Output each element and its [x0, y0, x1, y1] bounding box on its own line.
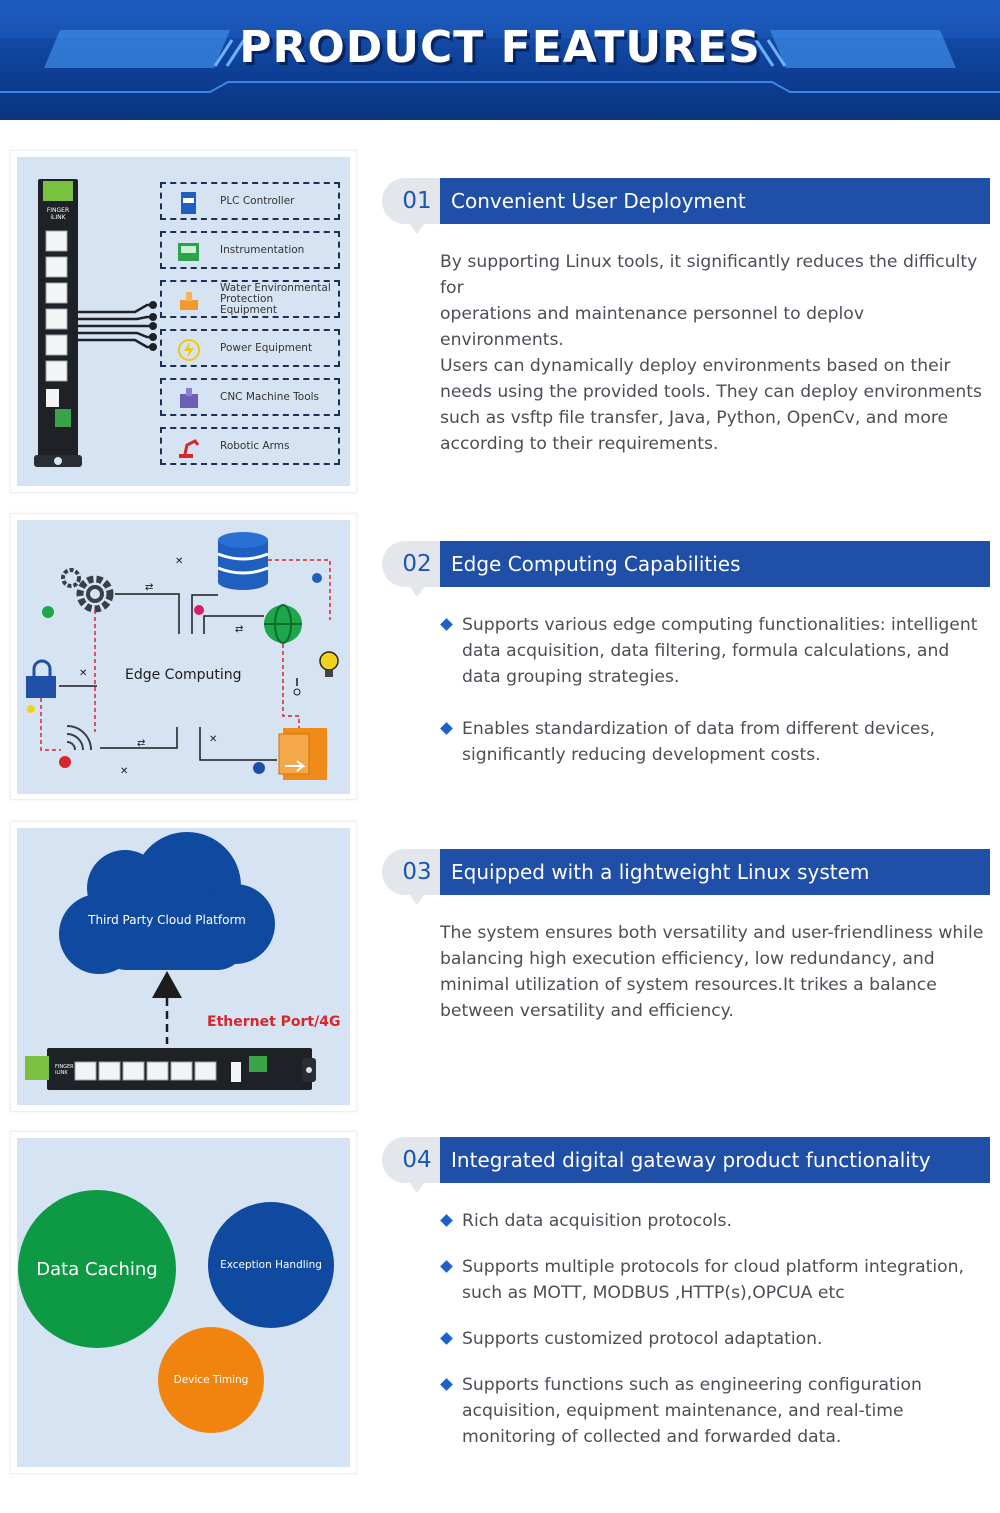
page-title: PRODUCT FEATURES	[239, 22, 761, 73]
device-power-equipment	[160, 329, 340, 367]
text-line: data grouping strategies.	[462, 667, 680, 687]
text-line: data acquisition, data filtering, formula calculations, and	[462, 641, 950, 661]
cloud-connection-diagram	[17, 828, 350, 1105]
bullet-item	[440, 1372, 992, 1450]
feature-number: 02	[402, 551, 432, 577]
text-line: operations and maintenance personnel to deplov environments.	[440, 304, 864, 350]
text-line: significantly reducing development costs.	[462, 745, 821, 765]
edge-computing-label: Edge Computing	[125, 667, 242, 683]
lock-icon	[26, 661, 56, 698]
feature-title: Edge Computing Capabilities	[451, 552, 741, 576]
text-line: Supports customized protocol adaptation.	[462, 1329, 823, 1349]
device-water-equipment	[160, 280, 340, 318]
feature-bullets	[440, 1208, 992, 1450]
svg-text:⇄: ⇄	[235, 624, 244, 635]
plc-icon	[178, 192, 200, 212]
gear-icon	[63, 570, 110, 609]
diamond-bullet-icon	[440, 1378, 453, 1391]
diamond-bullet-icon	[440, 1332, 453, 1345]
text-line: Supports various edge computing functionalities: intelligent	[462, 615, 978, 635]
svg-text:⇄: ⇄	[145, 582, 154, 593]
feature-image-frame	[10, 1131, 357, 1474]
feature-title: Equipped with a lightweight Linux system	[451, 860, 870, 884]
edge-computing-diagram	[17, 520, 350, 794]
feature-description	[440, 920, 992, 1024]
text-line: monitoring of collected and forwarded data.	[462, 1427, 842, 1447]
file-icon	[279, 728, 327, 780]
device-logo: FINGER iLINK	[46, 207, 70, 221]
bullet-item	[440, 1326, 992, 1352]
text-line: Supports functions such as engineering configuration	[462, 1375, 922, 1395]
device-label: Robotic Arms	[220, 439, 290, 452]
water-icon	[178, 290, 200, 310]
globe-icon	[264, 605, 302, 643]
header-banner	[0, 0, 1000, 120]
device-label: Instrumentation	[220, 243, 305, 256]
svg-text:✕: ✕	[175, 556, 184, 567]
svg-text:✕: ✕	[79, 668, 88, 679]
feature-bullets	[440, 612, 992, 768]
device-logo: FINGER iLINK	[55, 1064, 74, 1076]
feature-image-frame	[10, 513, 357, 800]
instrument-icon	[178, 241, 200, 261]
svg-text:✕: ✕	[120, 766, 129, 777]
functions-diagram	[17, 1138, 350, 1467]
cloud-icon	[59, 832, 275, 974]
diamond-bullet-icon	[440, 722, 453, 735]
feature-title-bar	[440, 178, 990, 224]
text-line: Supports multiple protocols for cloud platform integration,	[462, 1257, 965, 1277]
device-label: Water Environmental Protection Equipment	[220, 281, 331, 316]
feature-image-frame	[10, 821, 357, 1112]
text-line: Rich data acquisition protocols.	[462, 1211, 732, 1231]
exception-handling-circle: Exception Handling	[208, 1202, 334, 1328]
device-label: Power Equipment	[220, 341, 313, 354]
feature-title: Integrated digital gateway product functionality	[451, 1148, 931, 1172]
cloud-platform-label: Third Party Cloud Platform	[88, 913, 246, 927]
feature-title-bar	[440, 541, 990, 587]
ethernet-4g-label: Ethernet Port/4G	[207, 1014, 341, 1030]
device-label: CNC Machine Tools	[220, 390, 320, 403]
text-line: Enables standardization of data from different devices,	[462, 719, 935, 739]
feature-number: 01	[402, 188, 432, 214]
feature-description	[440, 249, 992, 457]
bullet-item	[440, 612, 992, 690]
text-line: minimal utilization of system resources.It trikes a balance	[440, 975, 937, 995]
feature-number: 04	[402, 1147, 432, 1173]
text-line: Users can dynamically deploy environments based on their	[440, 356, 951, 376]
svg-text:✕: ✕	[209, 734, 218, 745]
device-plc-controller	[160, 182, 340, 220]
diamond-bullet-icon	[440, 1214, 453, 1227]
bullet-item	[440, 1208, 992, 1234]
feature-title: Convenient User Deployment	[451, 189, 746, 213]
deployment-diagram	[17, 157, 350, 486]
lightbulb-icon	[320, 652, 338, 677]
text-line: By supporting Linux tools, it significantly reduces the difficulty for	[440, 252, 978, 298]
device-instrumentation	[160, 231, 340, 269]
text-line: balancing high execution efficiency, low redundancy, and	[440, 949, 935, 969]
feature-title-bar	[440, 849, 990, 895]
edge-network-graphic	[17, 520, 350, 794]
text-line: acquisition, equipment maintenance, and real-time	[462, 1401, 904, 1421]
bullet-item	[440, 1254, 992, 1306]
feature-number: 03	[402, 859, 432, 885]
feature-title-bar	[440, 1137, 990, 1183]
device-label: PLC Controller	[220, 194, 295, 207]
power-icon	[178, 339, 200, 359]
device-timing-circle: Device Timing	[158, 1327, 264, 1433]
up-arrow-icon	[152, 971, 182, 998]
bullet-item	[440, 716, 992, 768]
text-line: such as MOTT, MODBUS ,HTTP(s),OPCUA etc	[462, 1283, 845, 1303]
text-line: according to their requirements.	[440, 434, 719, 454]
text-line: such as vsftp file transfer, Java, Python, OpenCv, and more	[440, 408, 949, 428]
text-line: needs using the provided tools. They can deploy environments	[440, 382, 982, 402]
diamond-bullet-icon	[440, 1260, 453, 1273]
device-robotic-arms	[160, 427, 340, 465]
robot-arm-icon	[178, 437, 200, 457]
database-icon	[218, 532, 268, 590]
device-cnc-machine	[160, 378, 340, 416]
cnc-icon	[178, 388, 200, 408]
svg-text:⇄: ⇄	[137, 738, 146, 749]
text-line: The system ensures both versatility and user-friendliness while	[440, 923, 984, 943]
feature-image-frame	[10, 150, 357, 493]
signal-icon	[67, 726, 91, 750]
data-caching-circle: Data Caching	[18, 1190, 176, 1348]
diamond-bullet-icon	[440, 618, 453, 631]
text-line: between versatility and efficiency.	[440, 1001, 734, 1021]
